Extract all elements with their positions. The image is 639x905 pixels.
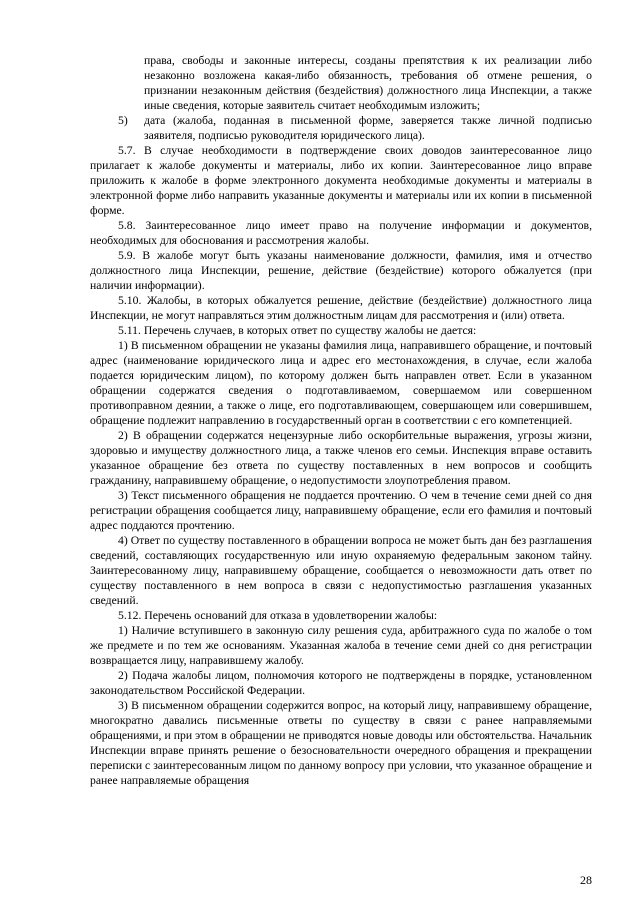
paragraph-5-7: 5.7. В случае необходимости в подтверждение своих доводов заинтересованное лицо прилагает к жалобе документы и материалы, либо их копии. Заинтересованное лицо вправе приложить к жалобе в форме электронного документа необходимые документы и материалы в электронной форме либо направить указанные документы и материалы или их копии в письменной форме. [90,144,592,217]
paragraph-5-11-3: 3) Текст письменного обращения не поддается прочтению. О чем в течение семи дней со дня регистрации обращения сообщается лицу, направившему обращение, если его фамилия и почтовый адрес поддаются прочтению. [90,489,592,532]
paragraph-5-12-1: 1) Наличие вступившего в законную силу решения суда, арбитражного суда по жалобе о том же предмете и по тем же основаниям. Указанная жалоба в течение семи дней со дня регистрации возвращается лицу, направившему жалобу. [90,624,592,667]
paragraph-5-12: 5.12. Перечень оснований для отказа в удовлетворении жалобы: [118,609,438,622]
paragraph-5-11-1: 1) В письменном обращении не указаны фамилия лица, направившего обращение, и почтовый адрес (наименование юридического лица и адрес его местонахождения, в случае, если жалоба подается юридическим лицом), по которому должен быть направлен ответ. Если в указанном обращении содержатся сведения о подготавливаемом, совершаемом или совершенном противоправном деянии, а также о лице, его подготавливающем, совершающем или совершившем, обращение подлежит направлению в государственный орган в соответствии с его компетенцией. [90,339,592,427]
list-item-text: дата (жалоба, поданная в письменной форме, заверяется также личной подписью заявителя, подписью руководителя юридического лица). [144,114,592,142]
paragraph-5-10: 5.10. Жалобы, в которых обжалуется решение, действие (бездействие) должностного лица Инспекции, не могут направляться этим должностным лицам для рассмотрения и (или) ответа. [90,294,592,322]
document-page [90,53,592,788]
page-number: 28 [580,873,592,887]
paragraph-5-12-2: 2) Подача жалобы лицом, полномочия которого не подтверждены в порядке, установленном законодательством Российской Федерации. [90,669,592,697]
paragraph-5-11: 5.11. Перечень случаев, в которых ответ по существу жалобы не дается: [118,324,477,337]
paragraph-5-9: 5.9. В жалобе могут быть указаны наименование должности, фамилия, имя и отчество должностного лица Инспекции, решение, действие (бездействие) которого обжалуется (при наличии информации). [90,249,592,292]
list-item-5 [90,113,592,143]
list-item-continuation: права, свободы и законные интересы, созданы препятствия к их реализации либо незаконно возложена какая-либо обязанность, требования об отмене решения, о признании незаконным действия (бездействия) должностного лица Инспекции, а также иные сведения, которые заявитель считает необходимым изложить; [144,54,592,112]
paragraph-5-11-2: 2) В обращении содержатся нецензурные либо оскорбительные выражения, угрозы жизни, здоровью и имуществу должностного лица, а также членов его семьи. Инспекция вправе оставить указанное обращение без ответа по существу поставленных в нем вопросов и сообщить гражданину, направившему обращение, о недопустимости злоупотребления правом. [90,429,592,487]
paragraph-5-8: 5.8. Заинтересованное лицо имеет право на получение информации и документов, необходимых для обоснования и рассмотрения жалобы. [90,219,592,247]
paragraph-5-11-4: 4) Ответ по существу поставленного в обращении вопроса не может быть дан без разглашения сведений, составляющих государственную или иную охраняемую федеральным законом тайну. Заинтересованному лицу, направившему обращение, сообщается о невозможности дать ответ по существу поставленного в нем вопроса в связи с недопустимостью разглашения указанных сведений. [90,534,592,607]
list-item-number: 5) [118,114,128,127]
paragraph-5-12-3: 3) В письменном обращении содержится вопрос, на который лицу, направившему обращение, многократно давались письменные ответы по существу в связи с ранее направляемыми обращениями, и при этом в обращении не приводятся новые доводы или обстоятельства. Начальник Инспекции вправе принять решение о безосновательности очередного обращения и прекращении переписки с заинтересованным лицом по данному вопросу при условии, что указанное обращение и ранее направляемые обращения [90,699,592,787]
